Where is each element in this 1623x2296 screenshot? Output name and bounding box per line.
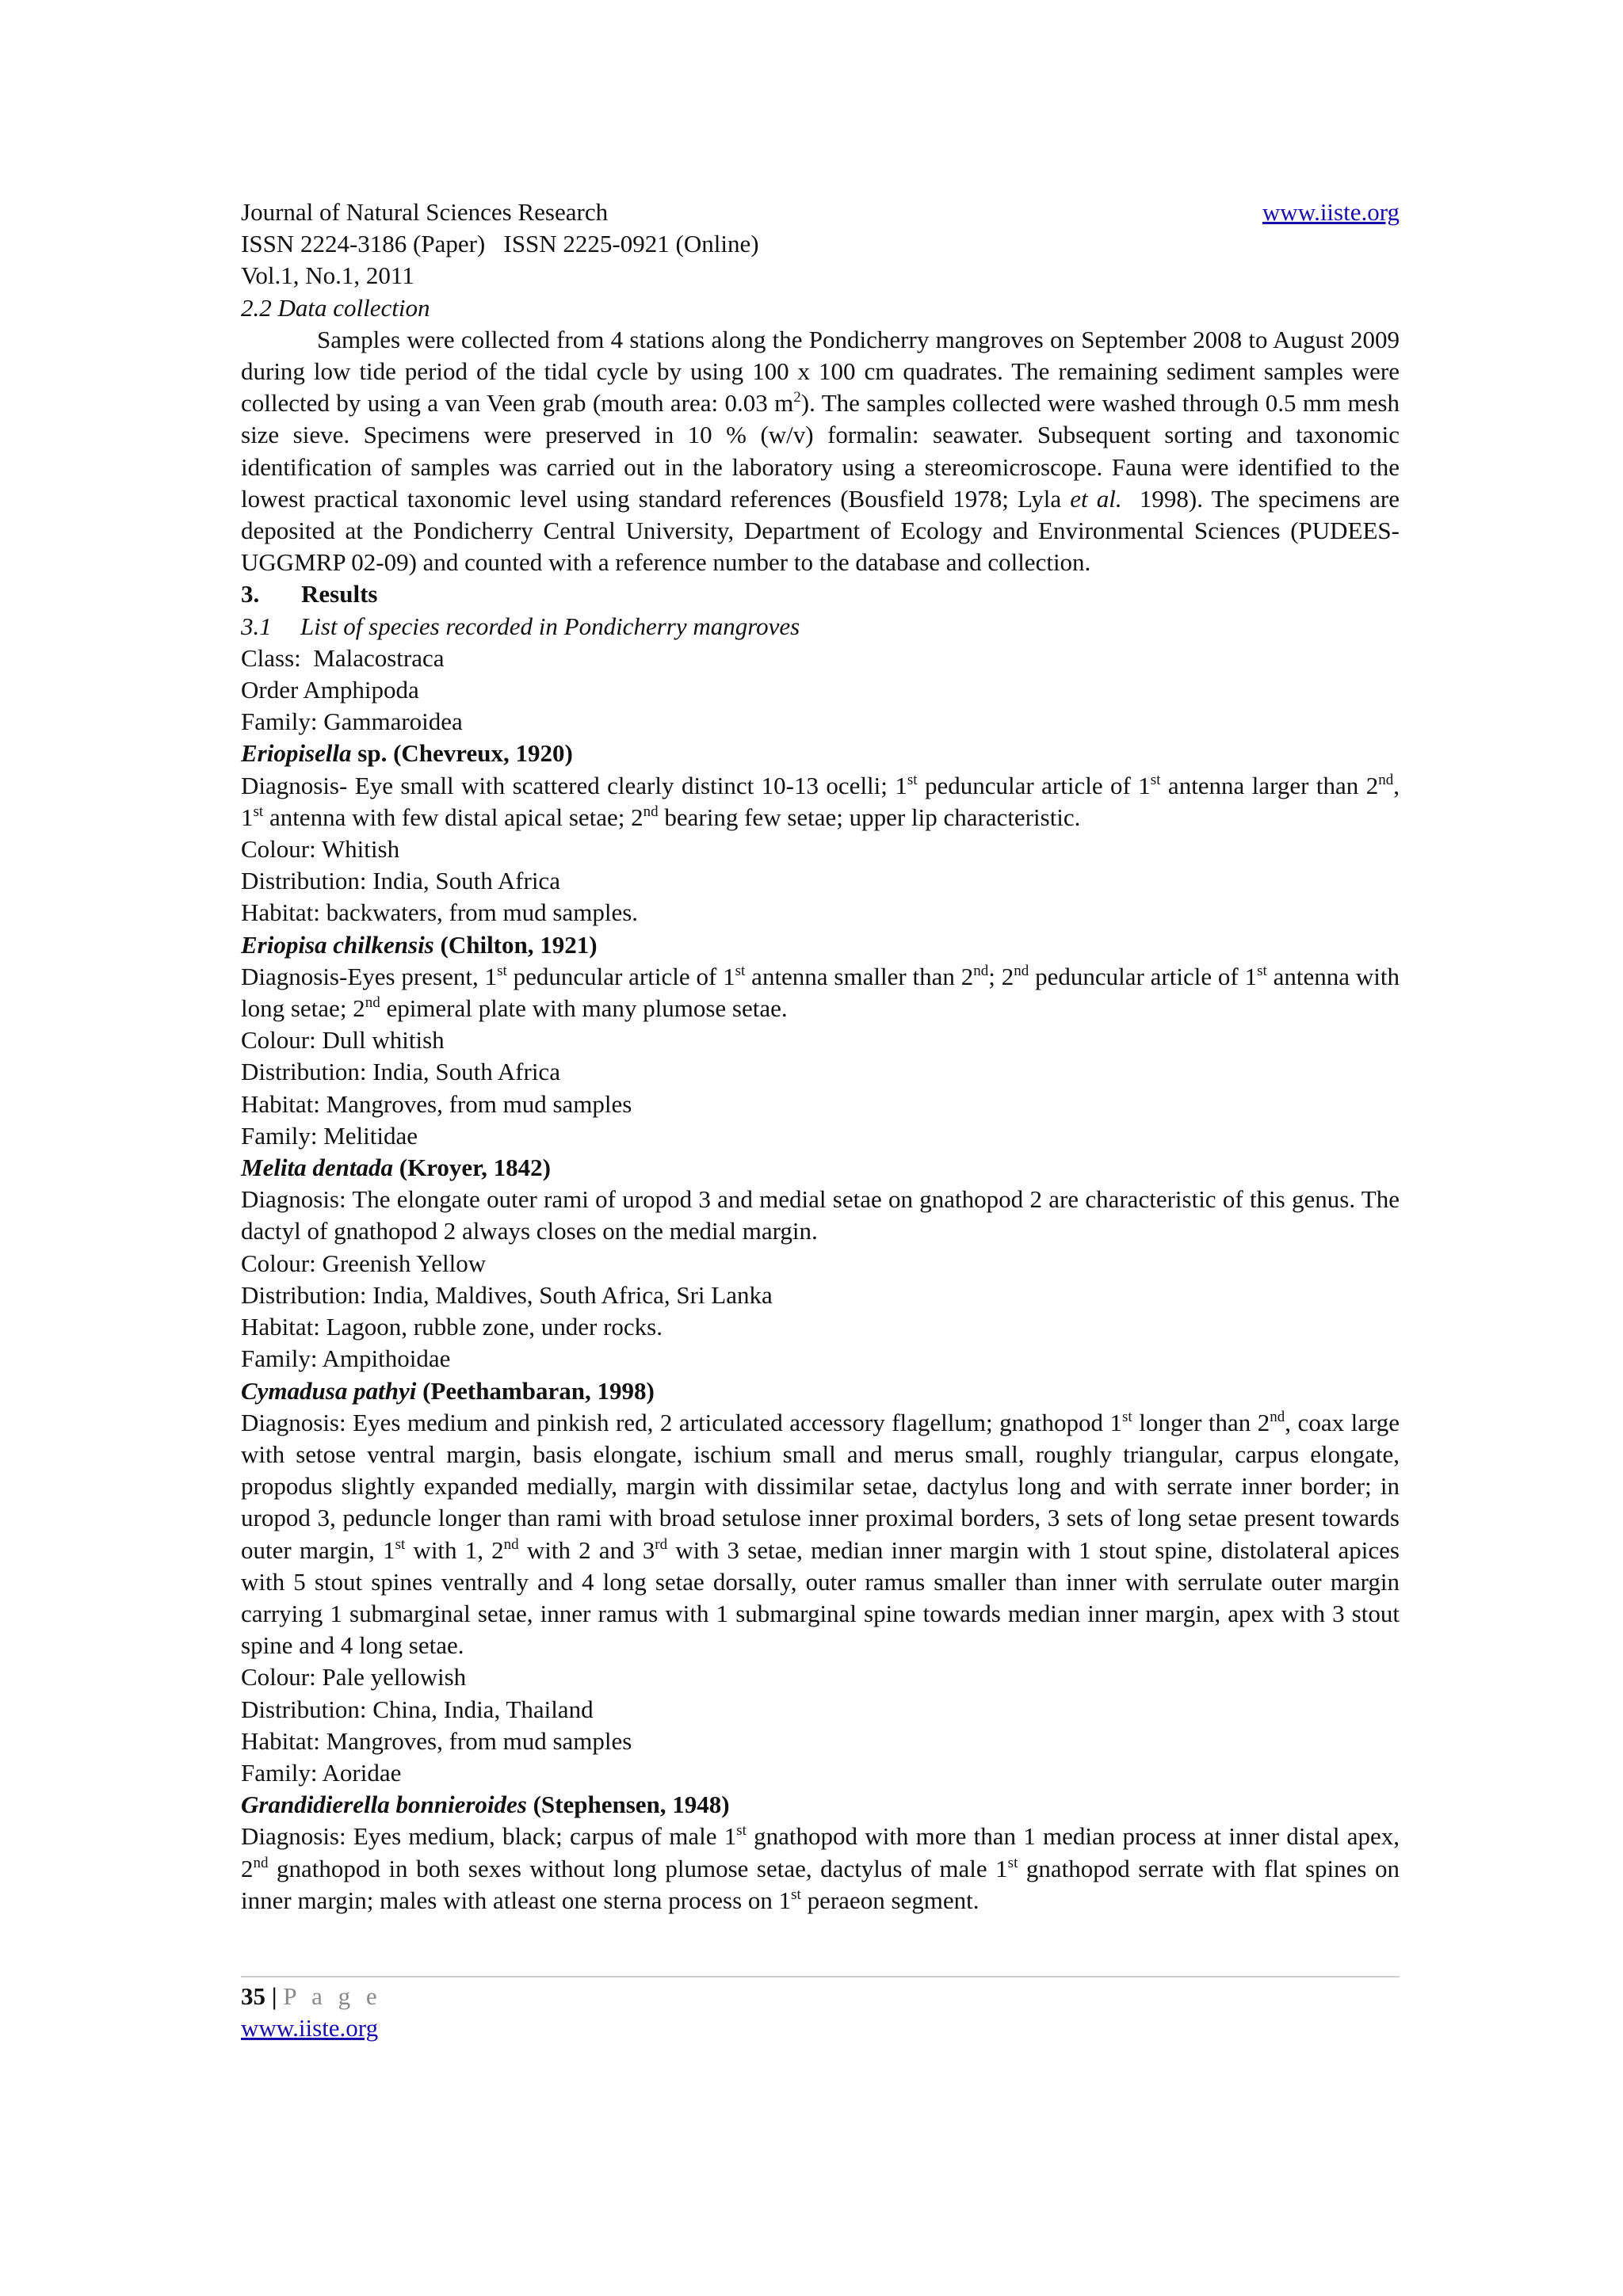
results-number: 3. [241,580,260,608]
superscript: st [1150,771,1161,788]
diagnosis-text: with 2 and 3 [518,1535,655,1564]
species-diagnosis [241,1407,1400,1662]
diagnosis-text: with 1, 2 [405,1535,504,1564]
diagnosis-text: antenna with long setae; 2 [241,962,1400,1023]
volume-line: Vol.1, No.1, 2011 [241,261,414,290]
species-colour: Colour: Greenish Yellow [241,1249,487,1277]
diagnosis-text: antenna larger than 2 [1160,771,1379,799]
diagnosis-text: with 3 setae, median inner margin with 1 stout spine, distolateral apices with 5 stout spines ventrally and 4 long setae dorsally, outer ramus smaller than inner with serrulate outer margin carrying 1 submarginal setae, inner ramus with 1 submarginal spine towards median inner margin, apex with 3 stout spine and 4 long setae. [241,1535,1400,1660]
results-title: Results [301,580,378,608]
superscript: st [907,771,918,788]
species-title [241,1789,1400,1821]
superscript: st [253,803,264,820]
superscript: nd [253,1854,269,1871]
footer-divider [241,1976,1400,1978]
page-body [241,196,1406,1917]
superscript: st [1007,1854,1018,1871]
diagnosis-text: , coax large with setose ventral margin, basis elongate, ischium small and merus small, roughly triangular, carpus elongate, propodus slightly expanded medially, margin with dissimilar setae, dactylus long and with serrate inner border; in uropod 3, peduncle longer than rami with broad setulose inner proximal borders, 3 sets of long setae present towards outer margin, 1 [241,1408,1400,1564]
superscript: st [735,962,746,979]
footer-website-link[interactable]: www.iiste.org [241,2014,379,2042]
journal-name: Journal of Natural Sciences Research [241,198,609,226]
species-name: Melita dentada [241,1154,394,1182]
subsection-title: List of species recorded in Pondicherry mangroves [300,612,800,640]
order-line: Order Amphipoda [241,676,419,704]
diagnosis-text: Diagnosis-Eyes present, 1 [241,962,498,990]
species-list-heading [241,611,1400,643]
diagnosis-text: antenna with few distal apical setae; 2 [263,803,643,831]
paragraph-text: 1998). The specimens are deposited at the Pondicherry Central University, Department of Ecology and Environmental Sciences (PUDEES- UGGMRP 02-09) and counted with a reference number to the database and collection. [241,484,1406,577]
diagnosis-text: peduncular article of 1 [1029,962,1258,990]
species-distribution: Distribution: India, South Africa [241,867,560,895]
species-distribution: Distribution: India, Maldives, South Africa, Sri Lanka [241,1280,773,1309]
diagnosis-text: peraeon segment. [800,1886,980,1914]
superscript: st [1257,962,1267,979]
species-title [241,738,1400,769]
species-author: (Chilton, 1921) [433,930,598,959]
diagnosis-text: Diagnosis- Eye small with scattered clearly distinct 10-13 ocelli; 1 [241,771,907,799]
species-diagnosis [241,961,1400,1024]
species-name: Eriopisella [241,739,352,768]
paragraph-text-italic: et al. [1070,484,1122,513]
species-habitat: Habitat: Lagoon, rubble zone, under rocks. [241,1313,663,1341]
page-number-line [241,1981,1400,2012]
superscript: st [497,962,507,979]
superscript: nd [1014,962,1029,979]
species-name: Grandidierella bonnieroides [241,1791,527,1819]
diagnosis-text: Diagnosis: Eyes medium, black; carpus of male 1 [241,1822,737,1851]
species-colour: Colour: Pale yellowish [241,1663,467,1691]
superscript: nd [643,803,659,820]
diagnosis-text: longer than 2 [1132,1408,1270,1436]
issn-line: ISSN 2224-3186 (Paper) ISSN 2225-0921 (Online) [241,230,759,258]
superscript: nd [973,962,989,979]
family-line: Family: Aoridae [241,1758,402,1787]
species-title [241,1375,1400,1407]
species-author: (Peethambaran, 1998) [416,1376,655,1405]
diagnosis-text: gnathopod in both sexes without long plumose setae, dactylus of male 1 [268,1854,1008,1882]
species-diagnosis: Diagnosis: The elongate outer rami of uropod 3 and medial setae on gnathopod 2 are characteristic of this genus. The dactyl of gnathopod 2 always closes on the medial margin. [241,1185,1400,1245]
paragraph-text: ). The samples collected were washed through 0.5 mm mesh size sieve. Specimens were preserved in 10 % (w/v) formalin: seawater. Subsequent sorting and taxonomic identification of samples was carried out in the laboratory using a stereomicroscope. Fauna were identified to the lowest practical taxonomic level using standard references (Bousfield 1978; Lyla [241,389,1400,513]
superscript: st [1122,1408,1132,1425]
class-line: Class: Malacostraca [241,643,445,672]
diagnosis-text: peduncular article of 1 [506,962,735,990]
species-colour: Colour: Dull whitish [241,1026,445,1055]
superscript: nd [365,994,380,1012]
superscript: st [395,1535,406,1553]
superscript: rd [655,1535,668,1553]
superscript: nd [1378,771,1394,788]
species-distribution: Distribution: India, South Africa [241,1058,560,1086]
family-line: Family: Melitidae [241,1121,418,1150]
results-heading [241,578,1400,610]
paragraph-text: Samples were collected from 4 stations along the Pondicherry mangroves on September 2008 to August 2009 during low tide period of the tidal cycle by using 100 x 100 cm quadrates. The remaining sediment samples were collected by using a van Veen grab (mouth area: 0.03 m [241,325,1400,418]
data-collection-paragraph [241,324,1406,579]
diagnosis-text: antenna smaller than 2 [745,962,974,990]
diagnosis-text: peduncular article of 1 [917,771,1151,799]
diagnosis-text: gnathopod serrate with flat spines on inner margin; males with atleast one sterna process on 1 [241,1854,1400,1914]
species-distribution: Distribution: China, India, Thailand [241,1695,594,1723]
page-number: 35 [241,1982,265,2010]
superscript: nd [503,1535,519,1553]
species-diagnosis [241,1821,1400,1917]
page-label: P a g e [283,1982,382,2010]
species-author: (Kroyer, 1842) [393,1154,551,1182]
species-name: Eriopisa chilkensis [241,930,434,959]
superscript: 2 [793,389,801,406]
species-diagnosis [241,770,1400,833]
species-name: Cymadusa pathyi [241,1376,417,1405]
superscript: st [791,1886,801,1903]
species-habitat: Habitat: Mangroves, from mud samples [241,1726,632,1755]
diagnosis-text: , 1 [241,771,1400,831]
diagnosis-text: gnathopod with more than 1 median process at inner distal apex, 2 [241,1822,1400,1882]
page-footer [241,1981,1400,2044]
superscript: st [736,1822,747,1840]
species-colour: Colour: Whitish [241,835,400,864]
species-habitat: Habitat: backwaters, from mud samples. [241,898,639,927]
diagnosis-text: bearing few setae; upper lip characteristic. [658,803,1081,831]
species-habitat: Habitat: Mangroves, from mud samples [241,1089,632,1118]
diagnosis-text: ; 2 [988,962,1014,990]
species-title [241,1152,1400,1184]
species-author: (Stephensen, 1948) [526,1791,730,1819]
subsection-number: 3.1 [241,612,272,640]
page-separator: | [265,1982,284,2010]
family-line: Family: Ampithoidae [241,1344,451,1373]
header-row [241,196,1400,228]
family-line: Family: Gammaroidea [241,707,463,736]
superscript: nd [1270,1408,1285,1425]
diagnosis-text: epimeral plate with many plumose setae. [380,994,788,1023]
species-title [241,929,1400,961]
diagnosis-text: Diagnosis: Eyes medium and pinkish red, 2 articulated accessory flagellum; gnathopod 1 [241,1408,1123,1436]
section-heading-data-collection: 2.2 Data collection [241,293,430,322]
header-website-link[interactable]: www.iiste.org [1262,198,1400,226]
species-author: sp. (Chevreux, 1920) [351,739,573,768]
